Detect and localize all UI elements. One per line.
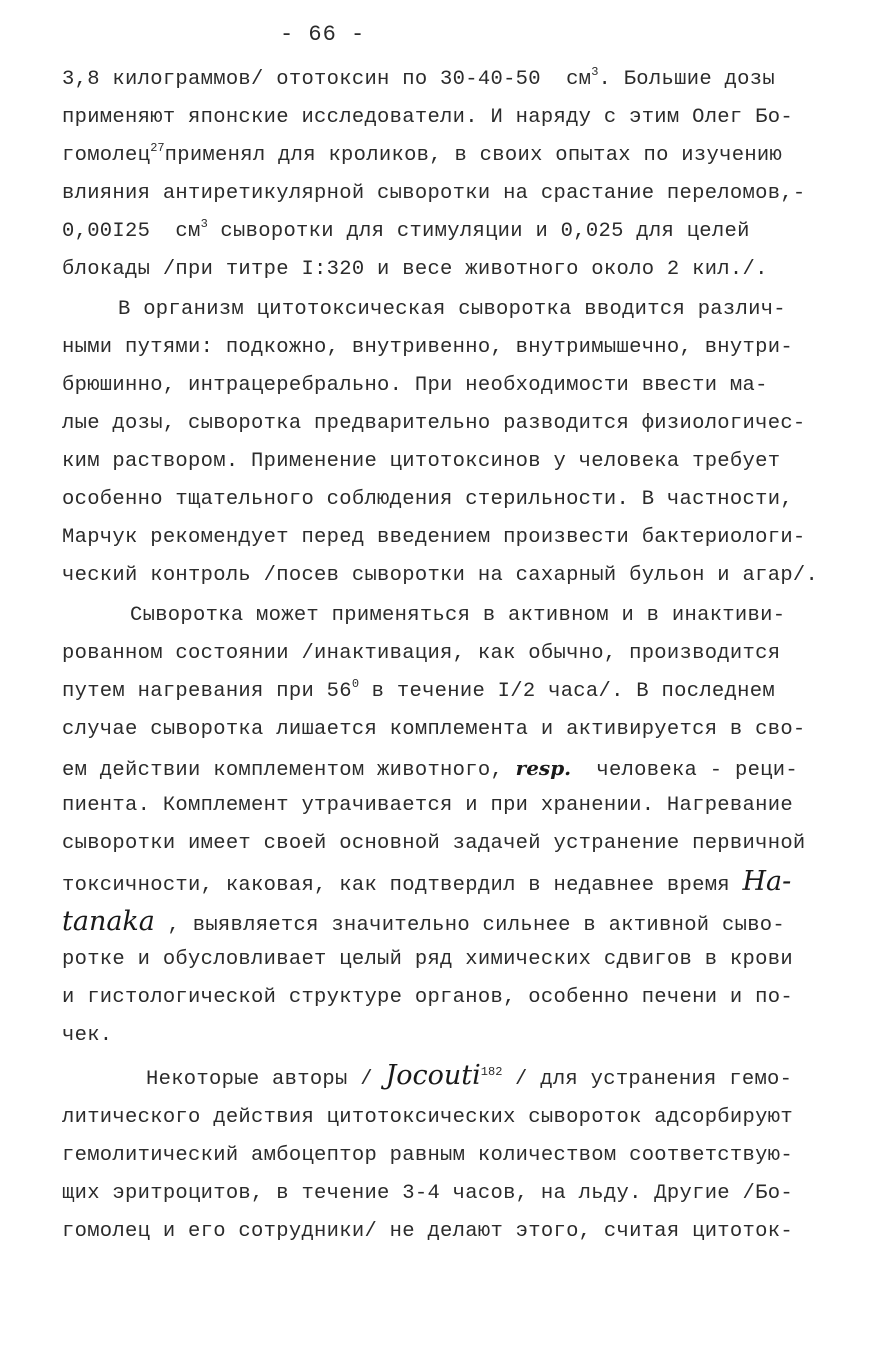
- handwritten-hatanaka-1: Ha-: [742, 866, 792, 897]
- handwritten-resp: resp.: [515, 756, 572, 780]
- text-line: применяют японские исследователи. И наряду с этим Олег Бо-: [62, 106, 793, 129]
- text-line: ротке и обусловливает целый ряд химических сдвигов в крови: [62, 948, 793, 971]
- text-line: блокады /при титре I:320 и весе животного около 2 кил./.: [62, 258, 768, 281]
- text-line: ными путями: подкожно, внутривенно, внутримышечно, внутри-: [62, 336, 793, 359]
- text-line: Некоторые авторы / Jocouti$^{182}$ / для устранения гемо-: [146, 1060, 793, 1091]
- text-line: брюшинно, интрацеребрально. При необходимости ввести ма-: [62, 374, 768, 397]
- text-line: tanaka , выявляется значительно сильнее в активной сыво-: [62, 906, 786, 937]
- text-line: гомолец$^{27}$применял для кроликов, в своих опытах по изучению: [62, 141, 783, 167]
- text-line: лые дозы, сыворотка предварительно разводится физиологичес-: [62, 412, 806, 435]
- text-line: литического действия цитотоксических сывороток адсорбируют: [62, 1106, 793, 1129]
- text-line: чек.: [62, 1024, 113, 1047]
- text-line: и гистологической структуре органов, особенно печени и по-: [62, 986, 793, 1009]
- text-line: гемолитический амбоцептор равным количеством соответствую-: [62, 1144, 793, 1167]
- text-line: 3,8 килограммов/ ототоксин по 30-40-50 $см^3$. Большие дозы: [62, 65, 775, 91]
- text-line: Сыворотка может применяться в активном и в инактиви-: [130, 604, 786, 627]
- text-line: особенно тщательного соблюдения стерильности. В частности,: [62, 488, 793, 511]
- text-line: путем нагревания при $56^0$ в течение I/2 часа/. В последнем: [62, 677, 775, 703]
- handwritten-jocouti: Jocouti: [385, 1060, 481, 1091]
- handwritten-hatanaka-2: tanaka: [62, 906, 155, 937]
- text-line: гомолец и его сотрудники/ не делают этого, считая цитоток-: [62, 1220, 793, 1243]
- text-line: случае сыворотка лишается комплемента и активируется в сво-: [62, 718, 806, 741]
- text-line: сыворотки имеет своей основной задачей устранение первичной: [62, 832, 806, 855]
- text-line: ем действии комплементом животного, resp. человека - реци-: [62, 756, 798, 782]
- text-line: В организм цитотоксическая сыворотка вводится различ-: [118, 298, 786, 321]
- text-line: влияния антиретикулярной сыворотки на срастание переломов,-: [62, 182, 806, 205]
- page-number: - 66 -: [280, 22, 366, 47]
- text-line: ким раствором. Применение цитотоксинов у человека требует: [62, 450, 781, 473]
- text-line: Марчук рекомендует перед введением произвести бактериологи-: [62, 526, 806, 549]
- text-line: щих эритроцитов, в течение 3-4 часов, на льду. Другие /Бо-: [62, 1182, 793, 1205]
- text-line: рованном состоянии /инактивация, как обычно, производится: [62, 642, 781, 665]
- text-line: токсичности, каковая, как подтвердил в недавнее время Ha-: [62, 866, 792, 897]
- text-line: пиента. Комплемент утрачивается и при хранении. Нагревание: [62, 794, 793, 817]
- text-line: ческий контроль /посев сыворотки на сахарный бульон и агар/.: [62, 564, 819, 587]
- text-line: 0,00I25 $см^3$ сыворотки для стимуляции и 0,025 для целей: [62, 217, 750, 243]
